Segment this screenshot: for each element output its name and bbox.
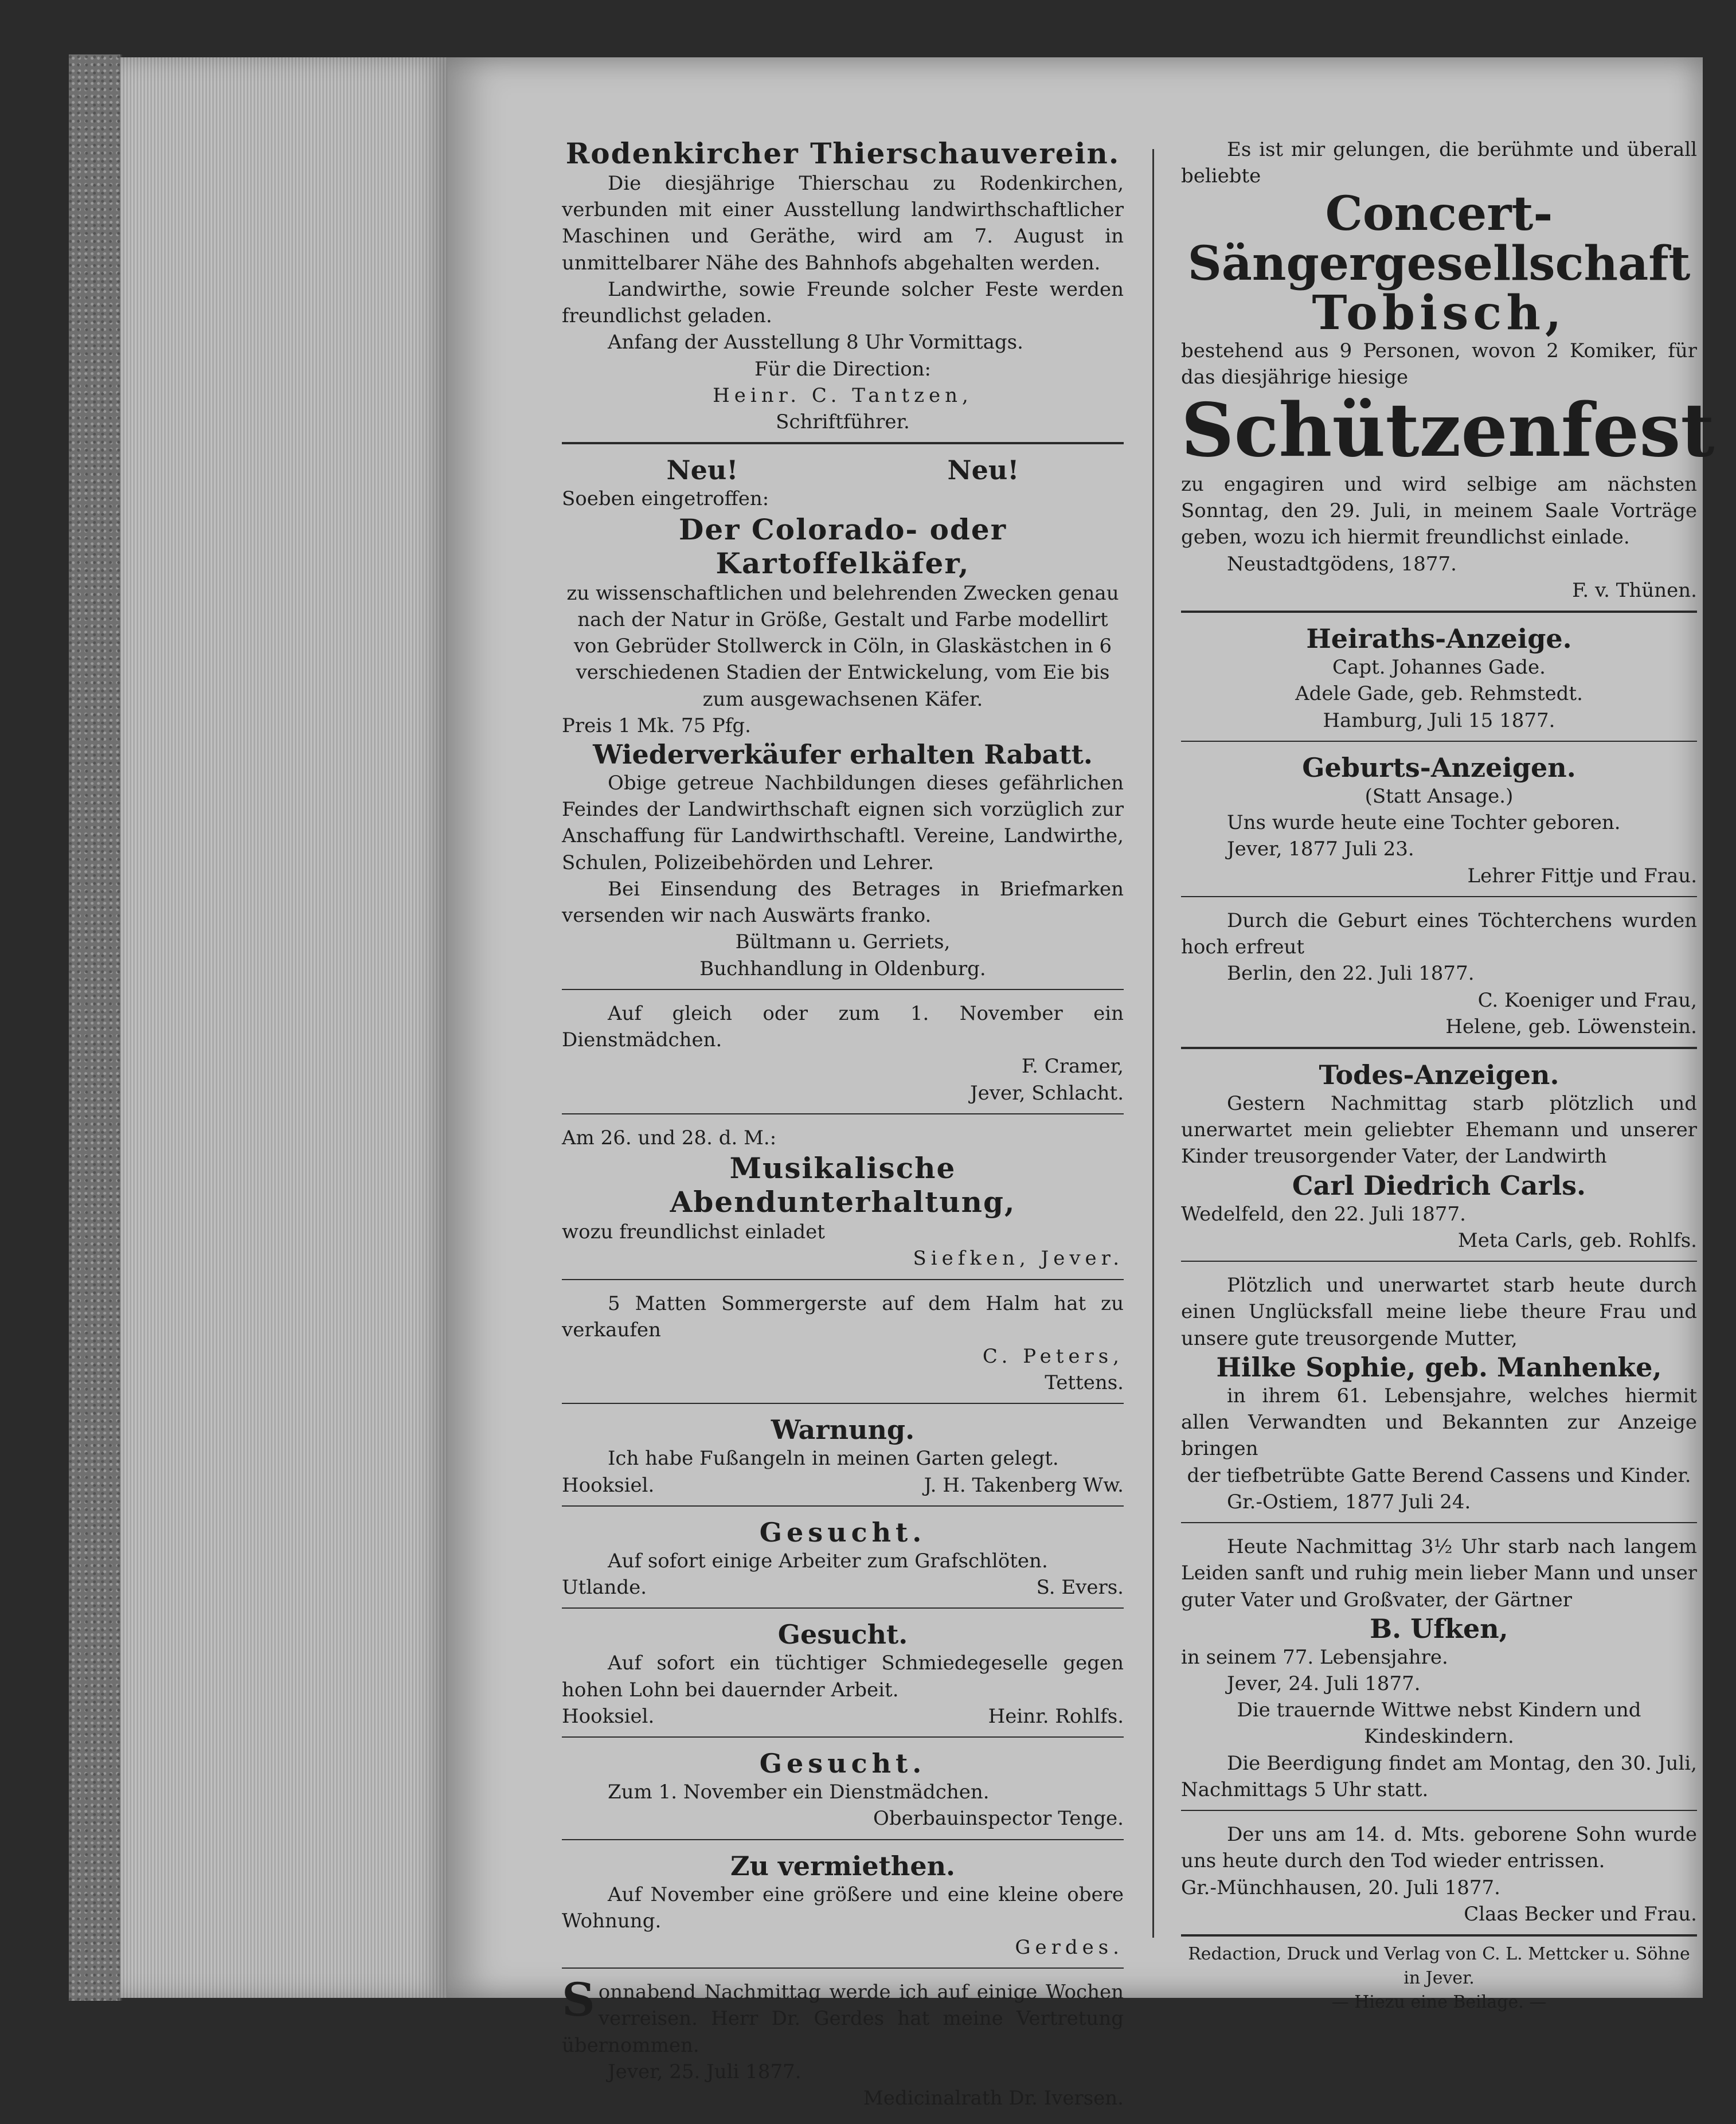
ad-kartoffelkaefer bbox=[562, 450, 1124, 990]
ad-text: Landwirthe, sowie Freunde solcher Feste werden freundlichst geladen. bbox=[562, 277, 1124, 328]
ad-signature: Heinr. Rohlfs. bbox=[988, 1704, 1124, 1728]
ad-signature: Buchhandlung in Oldenburg. bbox=[699, 957, 986, 980]
ad-place: Utlande. bbox=[562, 1576, 647, 1599]
ad-tod-manhenke bbox=[1181, 1268, 1697, 1523]
ad-text: Die Beerdigung findet am Montag, den 30. Juli, Nachmittags 5 Uhr statt. bbox=[1181, 1751, 1697, 1801]
ad-text: Auf sofort einige Arbeiter zum Grafschlöten. bbox=[608, 1549, 1048, 1573]
ad-subtitle: Wiederverkäufer erhalten Rabatt. bbox=[593, 738, 1093, 770]
ad-text: Die diesjährige Thierschau zu Rodenkirchen, verbunden mit einer Ausstellung landwirthschaftlicher Maschinen und Geräthe, wird am 7. August in unmittelbarer Nähe des Bahnhofs abgehalten werden. bbox=[562, 172, 1124, 275]
ad-date: Jever, 1877 Juli 23. bbox=[1227, 838, 1414, 861]
ad-signature: Helene, geb. Löwenstein. bbox=[1445, 1015, 1697, 1038]
left-column bbox=[562, 132, 1124, 2124]
ad-signature: C. Peters, bbox=[982, 1344, 1124, 1368]
ad-place: Hooksiel. bbox=[562, 1704, 655, 1728]
ad-signature: Für die Direction: bbox=[754, 357, 932, 381]
ad-name: Carl Diedrich Carls. bbox=[1292, 1169, 1586, 1201]
ad-tod-ufken bbox=[1181, 1529, 1697, 1811]
ad-name: Hilke Sophie, geb. Manhenke, bbox=[1216, 1351, 1662, 1383]
ad-signature: Claas Becker und Frau. bbox=[1464, 1902, 1697, 1926]
ad-title: Musikalische Abendunterhaltung, bbox=[670, 1151, 1016, 1219]
ad-signature: Medicinalrath Dr. Iversen. bbox=[863, 2087, 1124, 2110]
ad-warnung bbox=[562, 1410, 1124, 1506]
ad-title: Todes-Anzeigen. bbox=[1319, 1059, 1559, 1090]
ad-text: onnabend Nachmittag werde ich auf einige Wochen verreisen. Herr Dr. Gerdes hat meine Vertretung übernommen. bbox=[562, 1981, 1124, 2057]
ad-date: Gr.-Ostiem, 1877 Juli 24. bbox=[1227, 1490, 1471, 1513]
ad-text: Auf November eine größere und eine kleine obere Wohnung. bbox=[562, 1883, 1124, 1933]
drop-cap: S bbox=[562, 1973, 595, 2027]
ad-text: Capt. Johannes Gade. bbox=[1332, 656, 1546, 679]
ad-title: Heiraths-Anzeige. bbox=[1306, 623, 1572, 655]
ad-signature: F. Cramer, bbox=[1021, 1055, 1124, 1078]
ad-text: in ihrem 61. Lebensjahre, welches hiermit allen Verwandten und Bekannten zur Anzeige bringen bbox=[1181, 1384, 1697, 1461]
ad-signature: Die trauernde Wittwe nebst Kindern und Kindeskindern. bbox=[1237, 1699, 1641, 1749]
ad-signature: S. Evers. bbox=[1036, 1576, 1124, 1599]
ad-name: B. Ufken, bbox=[1370, 1613, 1508, 1644]
ad-place: Hooksiel. bbox=[562, 1473, 655, 1497]
ad-text: in seinem 77. Lebensjahre. bbox=[1181, 1645, 1448, 1669]
ad-text: Soeben eingetroffen: bbox=[562, 487, 769, 511]
ad-concert-tobisch bbox=[1181, 132, 1715, 613]
ad-text: Heute Nachmittag 3½ Uhr starb nach langem Leiden sanft und ruhig mein lieber Mann und unser guter Vater und Großvater, der Gärtner bbox=[1181, 1535, 1697, 1611]
ad-text: Am 26. und 28. d. M.: bbox=[562, 1126, 777, 1149]
ad-text: zu engagiren und wird selbige am nächsten Sonntag, den 29. Juli, in meinem Saale Vorträge geben, wozu ich hiermit freundlichst einlade. bbox=[1181, 473, 1697, 549]
ad-price: Preis 1 Mk. 75 Pfg. bbox=[562, 714, 751, 737]
ad-date: Jever, 24. Juli 1877. bbox=[1227, 1672, 1421, 1695]
ad-geburt-fittje bbox=[1181, 748, 1697, 897]
ad-signature: Schriftführer. bbox=[776, 410, 910, 434]
ad-date: Wedelfeld, den 22. Juli 1877. bbox=[1181, 1202, 1466, 1226]
ad-text: Ich habe Fußangeln in meinen Garten gelegt. bbox=[608, 1447, 1059, 1470]
ad-text: Es ist mir gelungen, die berühmte und überall beliebte bbox=[1181, 138, 1697, 188]
ad-text: 5 Matten Sommergerste auf dem Halm hat zu verkaufen bbox=[562, 1292, 1124, 1341]
ad-signature: Siefken, Jever. bbox=[913, 1247, 1124, 1270]
ad-date: Gr.-Münchhausen, 20. Juli 1877. bbox=[1181, 1876, 1500, 1899]
ad-text: Auf gleich oder zum 1. November ein Dienstmädchen. bbox=[562, 1002, 1124, 1052]
ad-title: Zu vermiethen. bbox=[730, 1850, 956, 1882]
ad-abendunterhaltung bbox=[562, 1120, 1124, 1280]
ad-dienstmaedchen bbox=[562, 996, 1124, 1114]
ad-title: Gesucht. bbox=[759, 1516, 926, 1548]
ad-text: Plötzlich und unerwartet starb heute durch einen Unglücksfall meine liebe theure Frau und unsere gute treusorgende Mutter, bbox=[1181, 1274, 1697, 1350]
ad-title: Geburts-Anzeigen. bbox=[1302, 752, 1576, 783]
ad-signature: Tettens. bbox=[1045, 1371, 1124, 1395]
ad-text: Durch die Geburt eines Töchterchens wurden hoch erfreut bbox=[1181, 909, 1697, 959]
ad-text: wozu freundlichst einladet bbox=[562, 1221, 825, 1244]
ad-text: Der uns am 14. d. Mts. geborene Sohn wurde uns heute durch den Tod wieder entrissen. bbox=[1181, 1823, 1697, 1873]
book-page-edges bbox=[120, 57, 447, 1998]
ad-iversen bbox=[562, 1974, 1124, 2118]
ad-signature: F. v. Thünen. bbox=[1572, 578, 1697, 602]
column-divider bbox=[1152, 149, 1154, 1938]
ad-text: Gestern Nachmittag starb plötzlich und unerwartet mein geliebter Ehemann und unserer Kinder treusorgender Vater, der Landwirth bbox=[1181, 1092, 1697, 1168]
ad-title: Neu! bbox=[666, 455, 738, 486]
ad-title: Neu! bbox=[947, 455, 1019, 486]
ad-text: Obige getreue Nachbildungen dieses gefährlichen Feindes der Landwirthschaft eignen sich vorzüglich zur Anschaffung für Landwirthschaftl. Vereine, Landwirthe, Schulen, Polizeibehörden und Lehrer. bbox=[562, 771, 1124, 874]
ad-date: Neustadtgödens, 1877. bbox=[1227, 552, 1457, 576]
ad-date: Jever, 25. Juli 1877. bbox=[608, 2060, 801, 2083]
ad-title: Gesucht. bbox=[777, 1619, 908, 1650]
ad-signature: Lehrer Fittje und Frau. bbox=[1467, 864, 1697, 887]
ad-signature: Jever, Schlacht. bbox=[970, 1081, 1124, 1105]
ad-text: Zum 1. November ein Dienstmädchen. bbox=[608, 1781, 990, 1804]
ad-title: Rodenkircher Thierschauverein. bbox=[565, 136, 1120, 170]
ad-signature: der tiefbetrübte Gatte Berend Cassens und Kinder. bbox=[1187, 1464, 1691, 1487]
ad-text: Uns wurde heute eine Tochter geboren. bbox=[1227, 811, 1621, 835]
ad-text: Anfang der Ausstellung 8 Uhr Vormittags. bbox=[608, 331, 1023, 354]
book-cover-edge bbox=[69, 54, 122, 2001]
ad-title: Tobisch, bbox=[1312, 285, 1566, 341]
ad-gesucht-dienstmaedchen bbox=[562, 1743, 1124, 1840]
ad-title: Warnung. bbox=[771, 1414, 915, 1446]
ad-text: Bei Einsendung des Betrages in Briefmarken versenden wir nach Auswärts franko. bbox=[562, 877, 1124, 928]
ad-text: Hamburg, Juli 15 1877. bbox=[1323, 709, 1555, 732]
ad-vermiethen bbox=[562, 1846, 1124, 1969]
ad-signature: C. Koeniger und Frau, bbox=[1477, 988, 1697, 1012]
ad-subtitle: (Statt Ansage.) bbox=[1364, 784, 1514, 808]
ad-gesucht-schmied bbox=[562, 1614, 1124, 1738]
ad-signature: J. H. Takenberg Ww. bbox=[924, 1473, 1124, 1497]
ad-text: Adele Gade, geb. Rehmstedt. bbox=[1295, 682, 1583, 706]
ad-signature: Heinr. C. Tantzen, bbox=[713, 384, 973, 407]
ad-text: Auf sofort ein tüchtiger Schmiedegeselle gegen hohen Lohn bei dauernder Arbeit. bbox=[562, 1652, 1124, 1701]
ad-gesucht-arbeiter bbox=[562, 1512, 1124, 1609]
ad-sommergerste bbox=[562, 1286, 1124, 1405]
ad-text: zu wissenschaftlichen und belehrenden Zwecken genau nach der Natur in Größe, Gestalt und Farbe modellirt von Gebrüder Stollwerck in Cöln, in Glaskästchen in 6 verschiedenen Stadien der Entwickelung, vom Eie bis zum ausgewachsenen Käfer. bbox=[566, 581, 1119, 711]
imprint: Redaction, Druck und Verlag von C. L. Mettcker u. Söhne in Jever. bbox=[1188, 1944, 1690, 1989]
ad-signature: Oberbauinspector Tenge. bbox=[873, 1807, 1124, 1830]
ad-title: Der Colorado- oder Kartoffelkäfer, bbox=[678, 512, 1007, 580]
supplement-note: — Hiezu eine Beilage. — bbox=[1331, 1992, 1547, 2013]
ad-signature: Bültmann u. Gerriets, bbox=[735, 930, 951, 954]
ad-title: Gesucht. bbox=[759, 1748, 926, 1779]
ad-heirath bbox=[1181, 619, 1697, 742]
ad-tod-becker bbox=[1181, 1817, 1697, 1937]
ad-title: Concert-Sängergesellschaft bbox=[1187, 186, 1691, 291]
ad-signature: Gerdes. bbox=[1015, 1936, 1124, 1959]
ad-date: Berlin, den 22. Juli 1877. bbox=[1227, 962, 1475, 985]
right-column bbox=[1181, 132, 1715, 2015]
ad-title: Schützenfest bbox=[1181, 388, 1715, 474]
ad-text: bestehend aus 9 Personen, wovon 2 Komiker, für das diesjährige hiesige bbox=[1181, 339, 1697, 389]
ad-rodenkircher bbox=[562, 132, 1124, 444]
ad-geburt-koeniger bbox=[1181, 903, 1697, 1049]
ad-tod-carls bbox=[1181, 1055, 1697, 1262]
ad-signature: Meta Carls, geb. Rohlfs. bbox=[1457, 1229, 1697, 1252]
